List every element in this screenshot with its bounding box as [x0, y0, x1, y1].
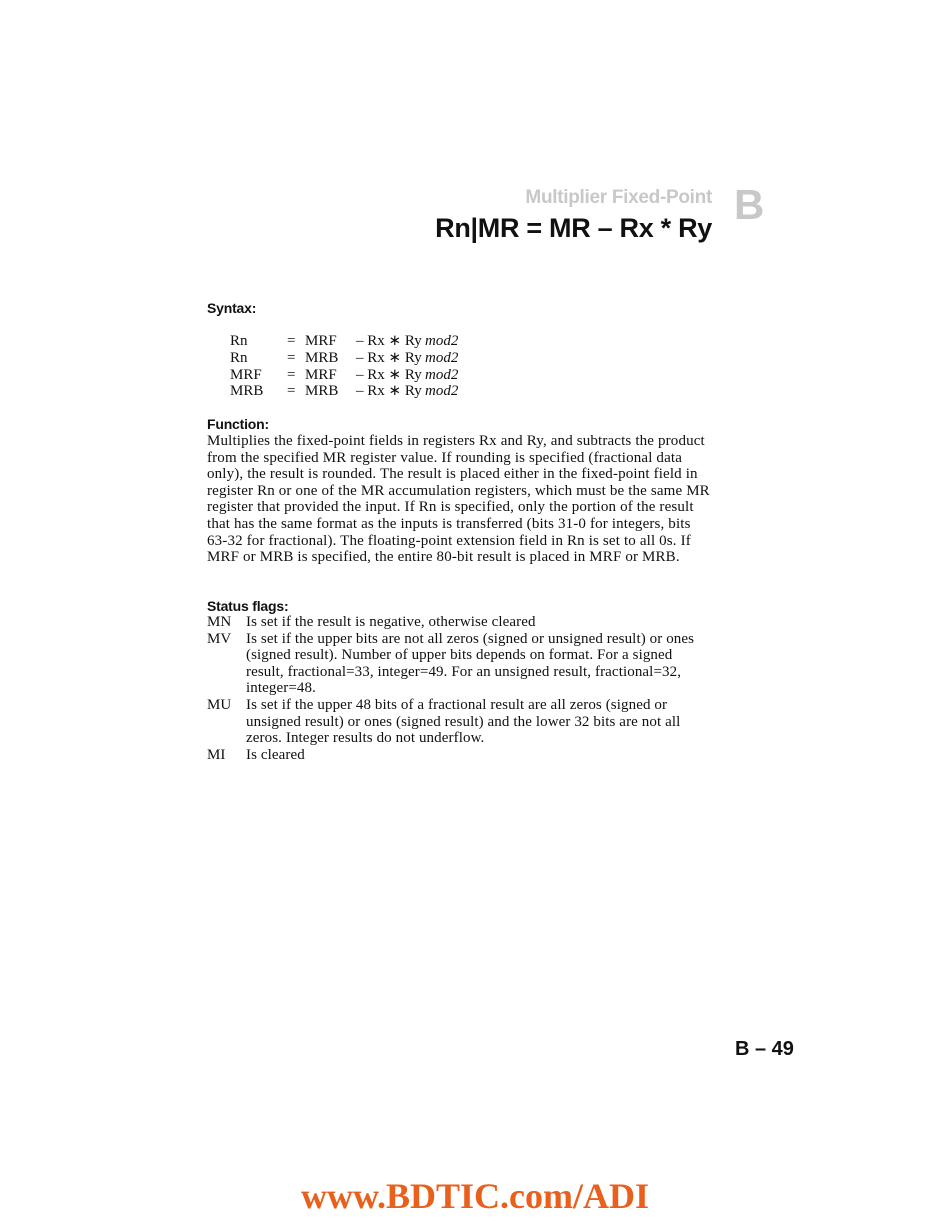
- syntax-source: MRF: [305, 366, 337, 383]
- syntax-dest: Rn: [230, 333, 248, 349]
- syntax-operation: – Rx ∗ Ry: [356, 333, 422, 349]
- syntax-heading: Syntax:: [207, 300, 257, 316]
- flag-item: [207, 697, 712, 747]
- syntax-operation: – Rx ∗ Ry: [356, 349, 422, 366]
- syntax-row: [230, 383, 458, 400]
- syntax-row: [230, 367, 458, 384]
- flag-item: [207, 747, 712, 764]
- syntax-modifier: mod2: [425, 383, 459, 400]
- section-category: Multiplier Fixed-Point: [525, 187, 712, 208]
- function-description: Multiplies the fixed-point fields in registers Rx and Ry, and subtracts the product from the specified MR register value. If rounding is specified (fractional data only), the result is rounded. The result is placed either in the fixed-point field in register Rn or one of the MR accumulation registers, which must be the same MR register that provided the input. If Rn is specified, only the portion of the result that has the same format as the inputs is transferred (bits 31-0 for integers, bits 63-32 for fractional). The floating-point extension field in Rn is set to all 0s. If MRF or MRB is specified, the entire 80-bit result is placed in MRF or MRB.: [207, 433, 710, 566]
- function-heading: Function:: [207, 416, 269, 432]
- instruction-title: Rn|MR = MR – Rx * Ry: [435, 213, 712, 243]
- syntax-dest: MRB: [230, 383, 264, 400]
- syntax-row: [230, 333, 458, 350]
- syntax-dest: Rn: [230, 349, 248, 366]
- flag-description: Is set if the upper 48 bits of a fractional result are all zeros (signed or unsigned result) or ones (signed result) and the lower 32 bits are not all zeros. Integer results do not underflow.: [246, 696, 681, 747]
- syntax-operation: – Rx ∗ Ry: [356, 366, 422, 383]
- flag-item: [207, 614, 712, 631]
- syntax-modifier: mod2: [425, 366, 459, 383]
- syntax-table: [230, 333, 458, 400]
- syntax-operation: – Rx ∗ Ry: [356, 383, 422, 400]
- page-number: B – 49: [735, 1038, 794, 1060]
- flag-description: Is set if the result is negative, otherwise cleared: [246, 614, 536, 630]
- chapter-letter: B: [734, 181, 765, 228]
- status-flags-heading: Status flags:: [207, 598, 289, 614]
- flag-description: Is set if the upper bits are not all zeros (signed or unsigned result) or ones (signed result). Number of upper bits depends on format. For a signed result, fractional=33, integer=49. For an unsigned result, fractional=32, integer=48.: [246, 630, 695, 697]
- syntax-source: MRF: [305, 333, 337, 349]
- syntax-modifier: mod2: [425, 349, 459, 366]
- syntax-equals: =: [287, 349, 296, 366]
- flag-name: MU: [207, 696, 232, 713]
- syntax-modifier: mod2: [425, 333, 459, 349]
- flag-name: MI: [207, 746, 226, 763]
- syntax-dest: MRF: [230, 366, 262, 383]
- syntax-source: MRB: [305, 349, 339, 366]
- syntax-equals: =: [287, 333, 296, 349]
- flag-item: [207, 631, 712, 697]
- flag-name: MV: [207, 630, 232, 647]
- status-flags-list: [207, 614, 712, 763]
- flag-name: MN: [207, 614, 232, 630]
- syntax-row: [230, 350, 458, 367]
- syntax-source: MRB: [305, 383, 339, 400]
- footer-url-link[interactable]: www.BDTIC.com/ADI: [300, 1176, 649, 1216]
- flag-description: Is cleared: [246, 746, 305, 763]
- syntax-equals: =: [287, 366, 296, 383]
- syntax-equals: =: [287, 383, 296, 400]
